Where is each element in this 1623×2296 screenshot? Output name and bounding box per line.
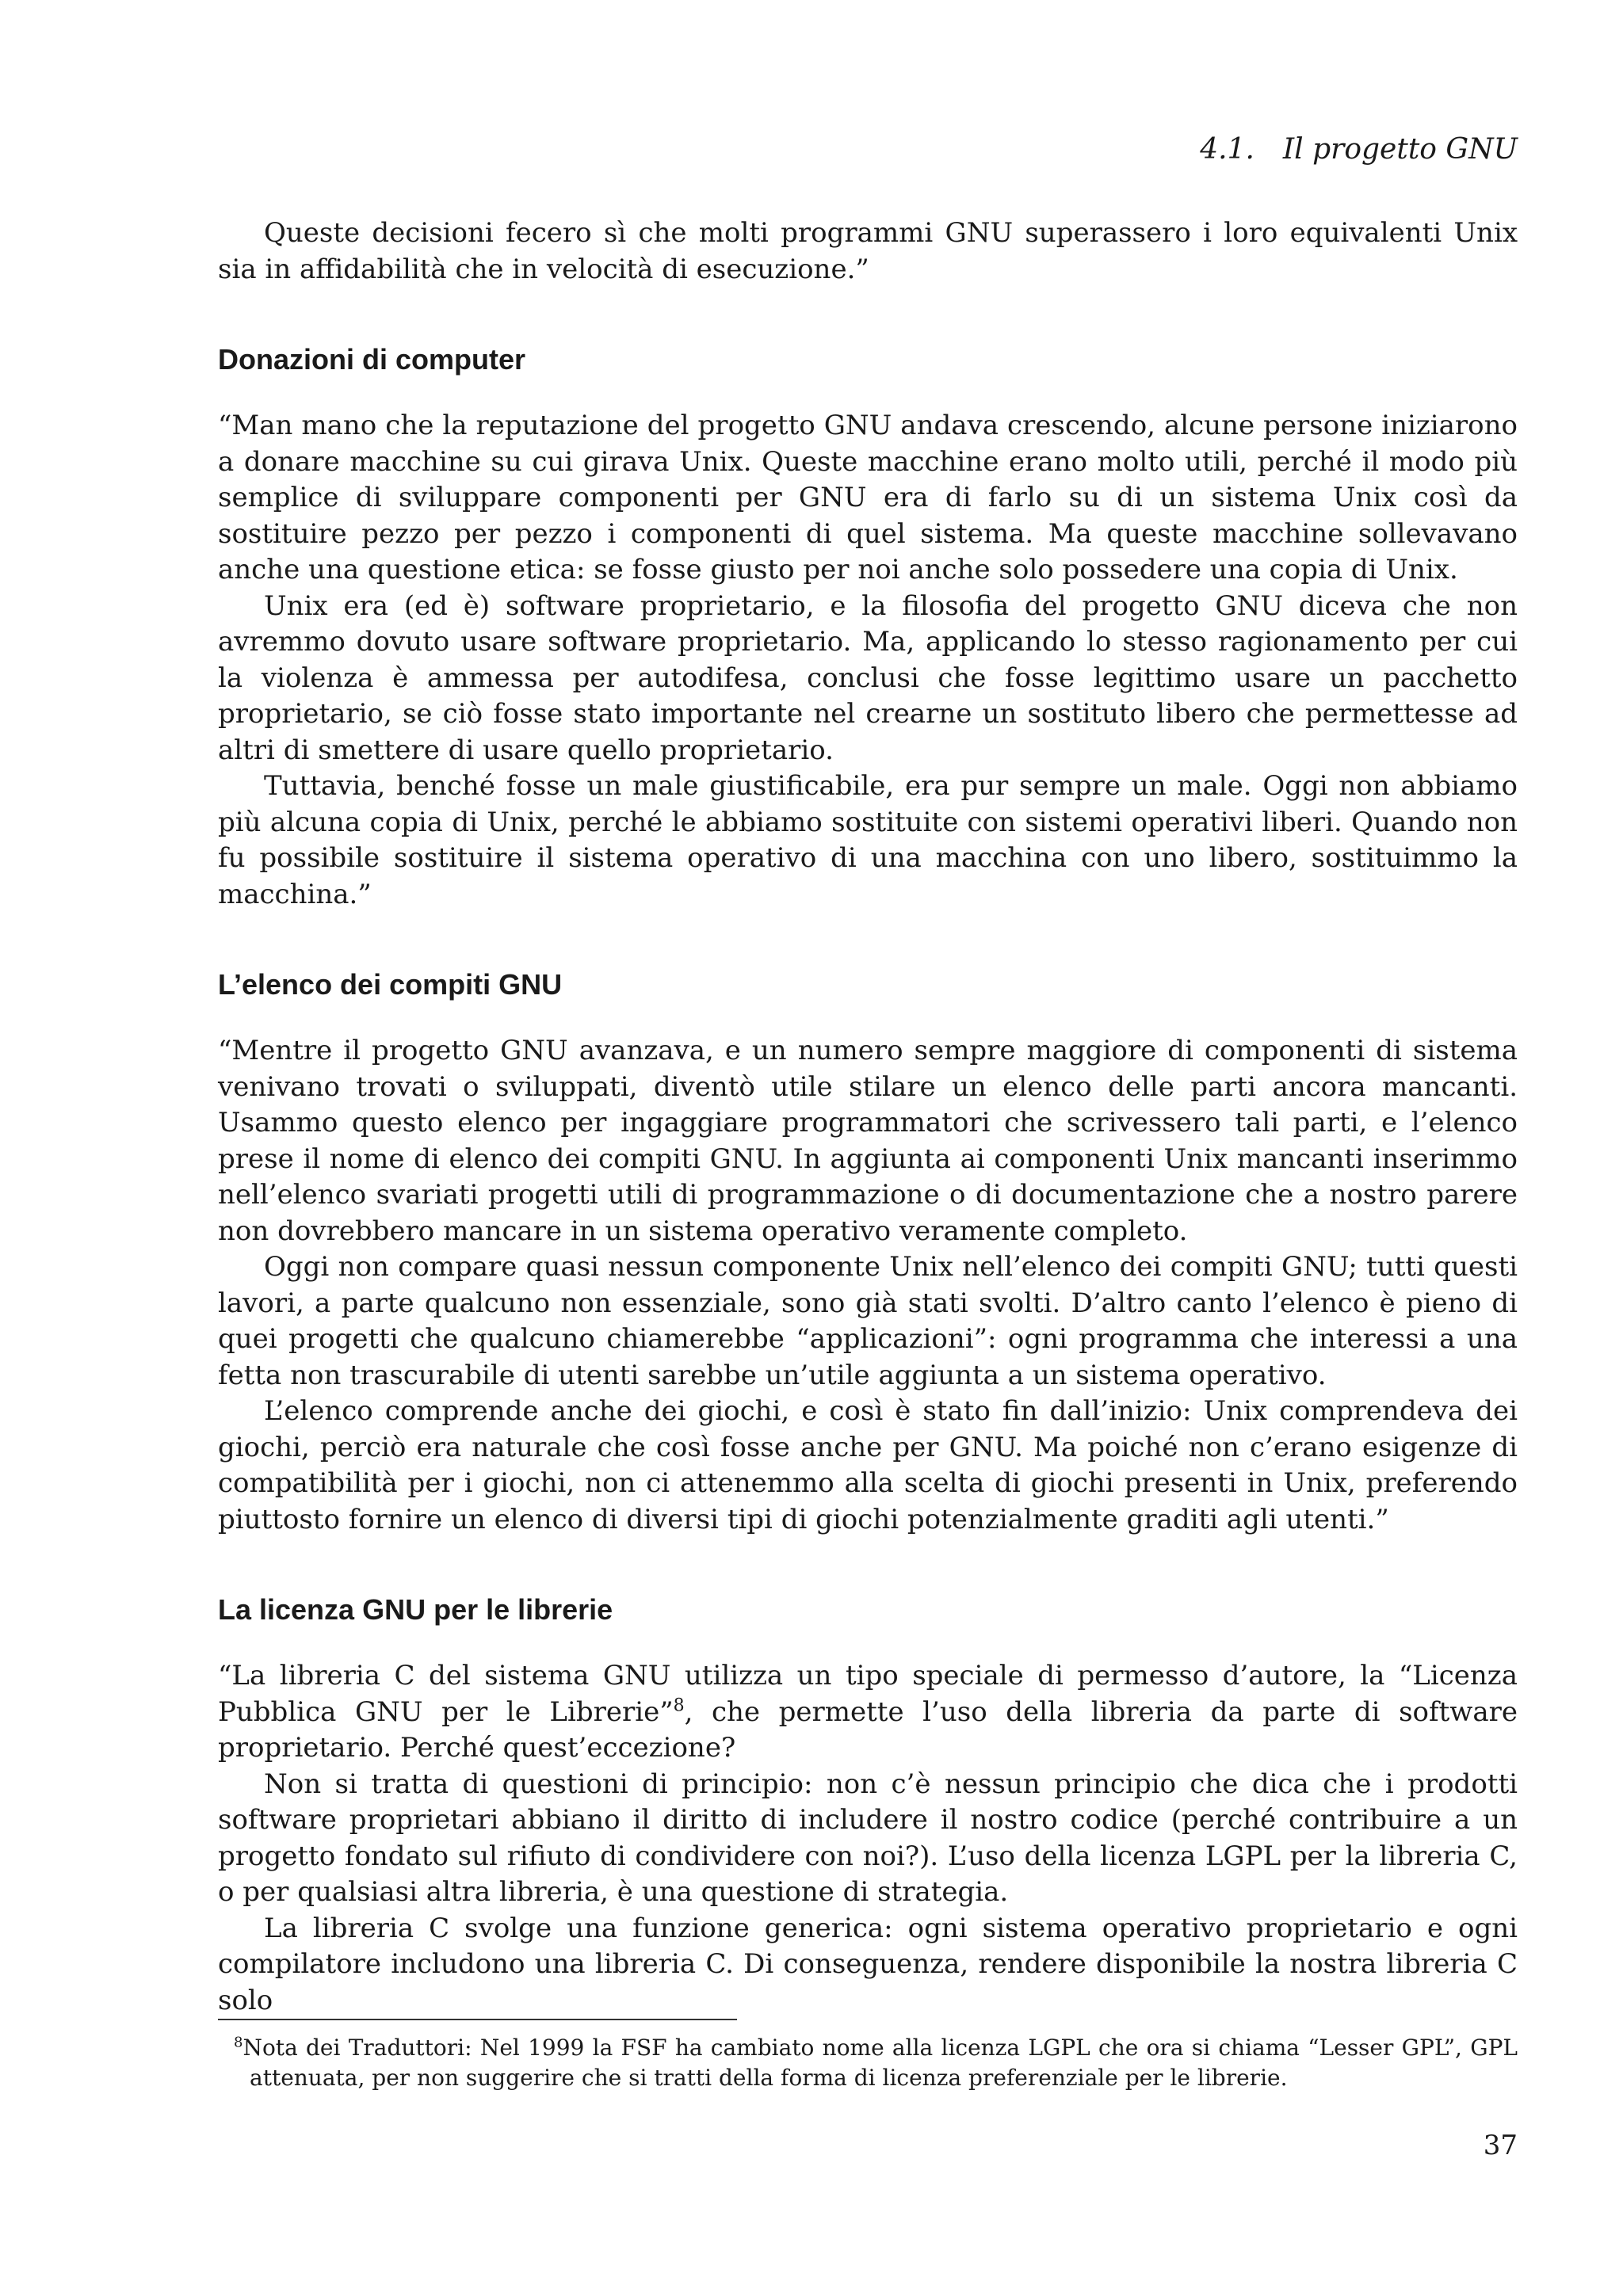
paragraph: Non si tratta di questioni di principio: non c’è nessun principio che dica che i prodotti software proprietari abbiano il diritto di includere il nostro codice (perché contribuire a un progetto fondato sul rifiuto di condividere con noi?). L’uso della licenza LGPL per la libreria C, o per qualsiasi altra libreria, è una questione di strategia. — [218, 1768, 1518, 1908]
text-run: , che permette l’uso della libreria da parte di software proprietario. Perché quest’eccezione? — [218, 1695, 1518, 1764]
paragraph: “Man mano che la reputazione del progetto GNU andava crescendo, alcune persone iniziarono a donare macchine su cui girava Unix. Queste macchine erano molto utili, perché il modo più semplice di sviluppare componenti per GNU era di farlo su di un sistema Unix così da sostituire pezzo per pezzo i componenti di quel sistema. Ma queste macchine sollevavano anche una questione etica: se fosse giusto per noi anche solo possedere una copia di Unix. — [218, 410, 1518, 585]
body-text — [218, 215, 1518, 2019]
page-number: 37 — [1483, 2130, 1518, 2161]
running-header — [1200, 133, 1518, 166]
footnote — [218, 2033, 1518, 2093]
section-number: 4.1. — [1200, 133, 1254, 166]
paragraph: Queste decisioni fecero sì che molti programmi GNU superassero i loro equivalenti Unix sia in affidabilità che in velocità di esecuzione.” — [218, 217, 1518, 285]
paragraph: Oggi non compare quasi nessun componente Unix nell’elenco dei compiti GNU; tutti questi lavori, a parte qualcuno non essenziale, sono già stati svolti. D’altro canto l’elenco è pieno di quei progetti che qualcuno chiamerebbe “applicazioni”: ogni programma che interessi a una fetta non trascurabile di utenti sarebbe un’utile aggiunta a un sistema operativo. — [218, 1251, 1518, 1391]
footnote-marker: 8 — [234, 2034, 243, 2051]
footnote-ref[interactable]: 8 — [673, 1695, 685, 1716]
text-run: “La libreria C del sistema GNU utilizza un tipo speciale di permesso d’autore, la “Licenza Pubblica GNU per le Librerie” — [218, 1660, 1518, 1728]
paragraph: La libreria C svolge una funzione generica: ogni sistema operativo proprietario e ogni compilatore includono una libreria C. Di conseguenza, rendere disponibile la nostra libreria C solo — [218, 1912, 1518, 2016]
paragraph: Unix era (ed è) software proprietario, e la filosofia del progetto GNU diceva che non avremmo dovuto usare software proprietario. Ma, applicando lo stesso ragionamento per cui la violenza è ammessa per autodifesa, conclusi che fosse legittimo usare un pacchetto proprietario, se ciò fosse stato importante nel crearne un sostituto libero che permettesse ad altri di smettere di usare quello proprietario. — [218, 589, 1518, 766]
section-title: Il progetto GNU — [1282, 133, 1518, 166]
paragraph — [218, 1658, 1518, 1767]
heading-licenza: La licenza GNU per le librerie — [218, 1593, 613, 1626]
heading-donazioni: Donazioni di computer — [218, 343, 526, 376]
paragraph: L’elenco comprende anche dei giochi, e così è stato fin dall’inizio: Unix comprendeva dei giochi, perciò era naturale che così fosse anche per GNU. Ma poiché non c’erano esigenze di compatibilità per i giochi, non ci attenemmo alla scelta di giochi presenti in Unix, preferendo piuttosto fornire un elenco di diversi tipi di giochi potenzialmente graditi agli utenti.” — [218, 1395, 1518, 1535]
paragraph: “Mentre il progetto GNU avanzava, e un numero sempre maggiore di componenti di sistema venivano trovati o sviluppati, diventò utile stilare un elenco delle parti ancora mancanti. Usammo questo elenco per ingaggiare programmatori che scrivessero tali parti, e l’elenco prese il nome di elenco dei compiti GNU. In aggiunta ai componenti Unix mancanti inserimmo nell’elenco svariati progetti utili di programmazione o di documentazione che a nostro parere non dovrebbero mancare in un sistema operativo veramente completo. — [218, 1035, 1518, 1247]
heading-elenco: L’elenco dei compiti GNU — [218, 968, 563, 1001]
footnote-text: Nota dei Traduttori: Nel 1999 la FSF ha cambiato nome alla licenza LGPL che ora si chiama “Lesser GPL”, GPL attenuata, per non suggerire che si tratti della forma di licenza preferenziale per le librerie. — [242, 2035, 1518, 2091]
footnote-divider — [218, 2019, 737, 2020]
paragraph: Tuttavia, benché fosse un male giustificabile, era pur sempre un male. Oggi non abbiamo più alcuna copia di Unix, perché le abbiamo sostituite con sistemi operativi liberi. Quando non fu possibile sostituire il sistema operativo di una macchina con uno libero, sostituimmo la macchina.” — [218, 770, 1518, 910]
